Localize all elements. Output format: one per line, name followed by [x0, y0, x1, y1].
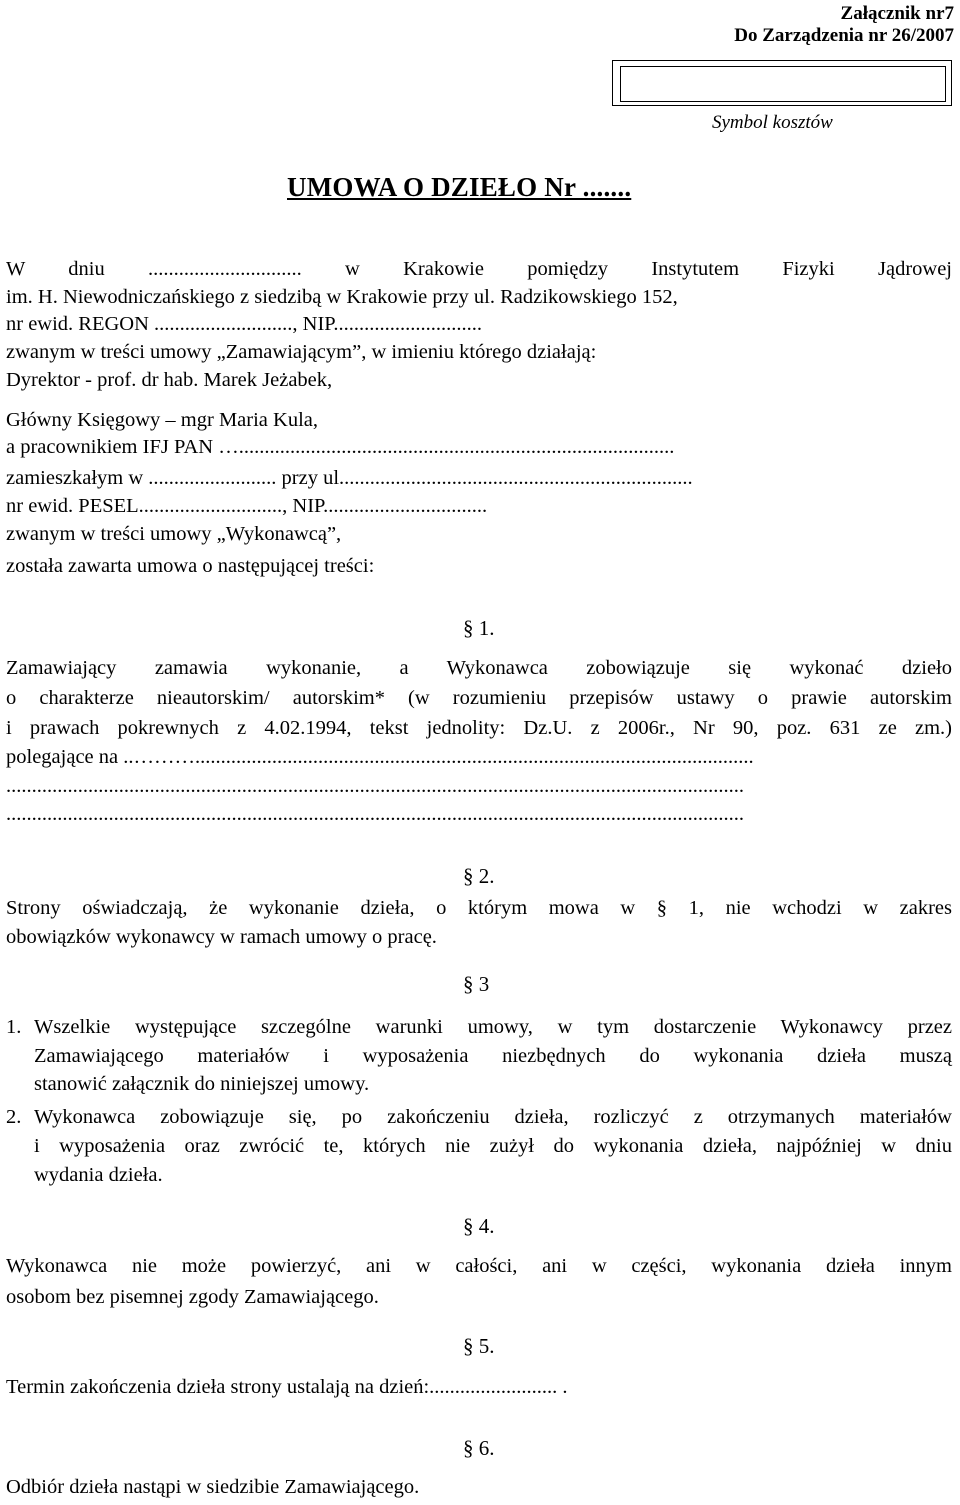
intro-line-4: zwanym w treści umowy „Zamawiającym”, w imieniu którego działają: [6, 341, 597, 363]
intro-line-10: zwanym w treści umowy „Wykonawcą”, [6, 523, 342, 545]
section-1-line-1: Zamawiający zamawia wykonanie, a Wykonawca zobowiązuje się wykonać dzieło [6, 657, 952, 679]
intro-line-9: nr ewid. PESEL............................, NIP................................ [6, 495, 488, 517]
intro-line-6: Główny Księgowy – mgr Maria Kula, [6, 409, 319, 431]
section-3-point-1-number: 1. [6, 1016, 22, 1038]
intro-line-2: im. H. Niewodniczańskiego z siedzibą w Krakowie przy ul. Radzikowskiego 152, [6, 286, 678, 308]
section-6-heading: § 6. [463, 1436, 495, 1460]
section-5-heading: § 5. [463, 1334, 495, 1358]
section-2-heading: § 2. [463, 864, 495, 888]
section-1-line-3: i prawach pokrewnych z 4.02.1994, tekst jednolity: Dz.U. z 2006r., Nr 90, poz. 631 ze zm.) [6, 717, 952, 739]
document-title: UMOWA O DZIEŁO Nr ....... [287, 172, 632, 202]
section-3-point-1-line-2: Zamawiającego materiałów i wyposażenia niezbędnych do wykonania dzieła muszą [34, 1045, 952, 1067]
section-1-line-6: ................................................................................................................................................ [6, 803, 744, 825]
cost-symbol-label: Symbol kosztów [712, 112, 833, 133]
section-2-line-2: obowiązków wykonawcy w ramach umowy o pracę. [6, 926, 437, 948]
section-3-point-2-line-3: wydania dzieła. [34, 1164, 163, 1186]
section-3-point-1-line-1: Wszelkie występujące szczególne warunki umowy, w tym dostarczenie Wykonawcy przez [34, 1016, 952, 1038]
attachment-label: Załącznik nr7 [840, 3, 954, 24]
intro-line-5: Dyrektor - prof. dr hab. Marek Jeżabek, [6, 369, 333, 391]
intro-line-1: W dniu .............................. w Krakowie pomiędzy Instytutem Fizyki Jądrowej [6, 258, 952, 280]
section-4-line-2: osobom bez pisemnej zgody Zamawiającego. [6, 1286, 379, 1308]
ordinance-label: Do Zarządzenia nr 26/2007 [734, 25, 954, 46]
cost-symbol-box-inner [620, 66, 946, 102]
section-3-point-2-line-2: i wyposażenia oraz zwrócić te, których nie zużył do wykonania dzieła, najpóźniej w dniu [34, 1135, 952, 1157]
section-3-point-2-number: 2. [6, 1106, 22, 1128]
section-4-heading: § 4. [463, 1214, 495, 1238]
section-4-line-1: Wykonawca nie może powierzyć, ani w całości, ani w części, wykonania dzieła innym [6, 1255, 952, 1277]
section-3-heading: § 3 [463, 972, 490, 996]
section-3-point-1-line-3: stanowić załącznik do niniejszej umowy. [34, 1073, 370, 1095]
section-2-line-1: Strony oświadczają, że wykonanie dzieła, o którym mowa w § 1, nie wchodzi w zakres [6, 897, 952, 919]
intro-line-3: nr ewid. REGON ..........................., NIP............................. [6, 313, 483, 335]
section-1-line-4: polegające na ..………............................................................................................................. [6, 746, 754, 768]
intro-line-7: a pracownikiem IFJ PAN …..................................................................................... [6, 436, 675, 458]
intro-line-8: zamieszkałym w ......................... przy ul..................................................................... [6, 467, 693, 489]
section-1-line-5: ................................................................................................................................................ [6, 775, 744, 797]
section-6-line-1: Odbiór dzieła nastąpi w siedzibie Zamawiającego. [6, 1476, 420, 1498]
section-1-heading: § 1. [463, 616, 495, 640]
section-5-line-1: Termin zakończenia dzieła strony ustalają na dzień:......................... . [6, 1376, 568, 1398]
section-1-line-2: o charakterze nieautorskim/ autorskim* (w rozumieniu przepisów ustawy o prawie autorskim [6, 687, 952, 709]
section-3-point-2-line-1: Wykonawca zobowiązuje się, po zakończeniu dzieła, rozliczyć z otrzymanych materiałów [34, 1106, 952, 1128]
intro-line-11: została zawarta umowa o następującej treści: [6, 555, 375, 577]
